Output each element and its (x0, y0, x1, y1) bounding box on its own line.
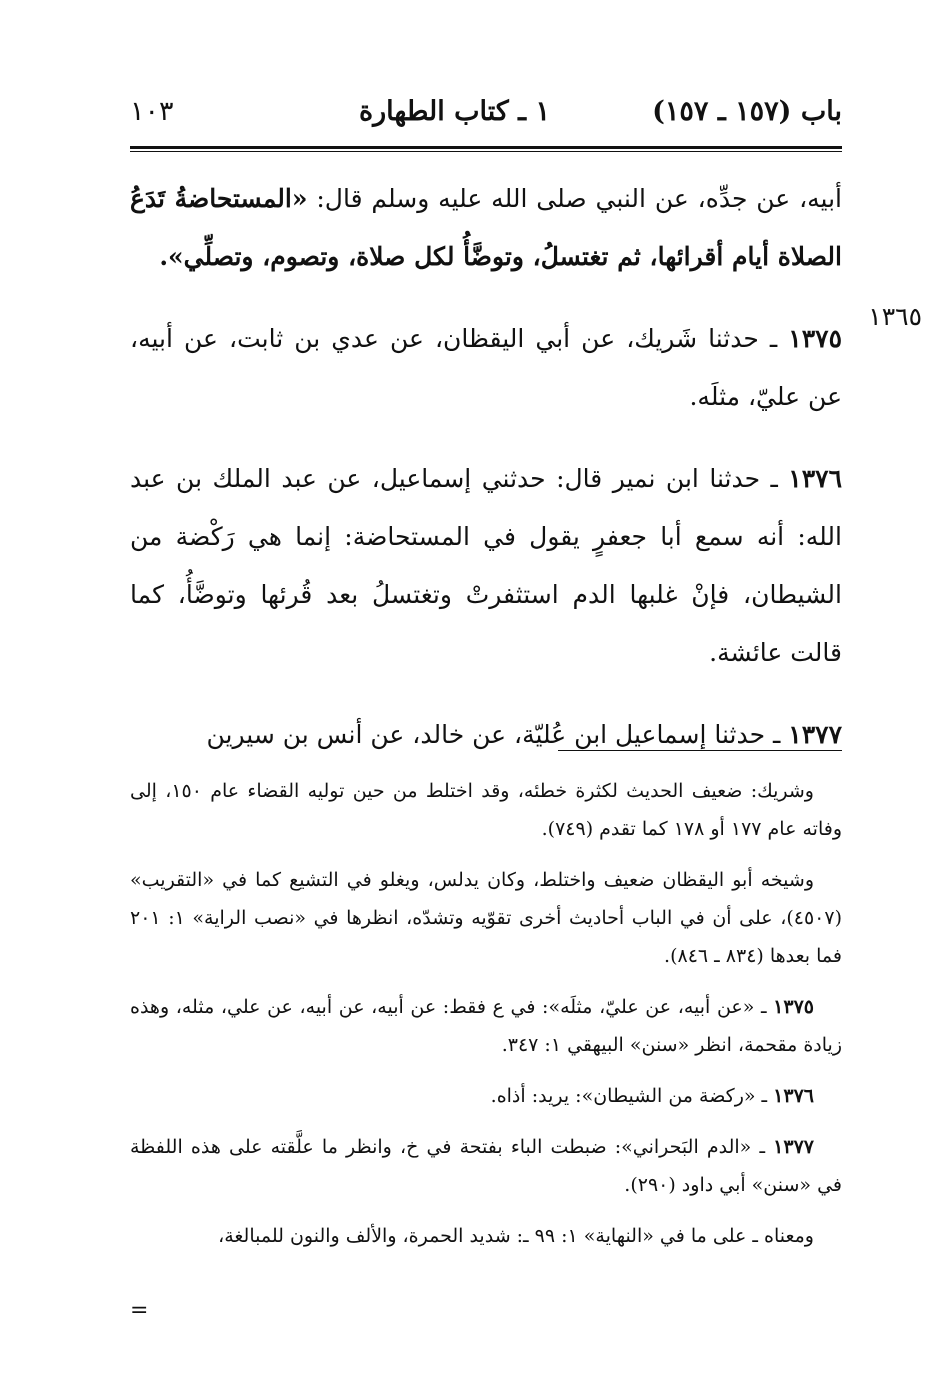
margin-number: ١٣٦٥ (868, 302, 922, 331)
hadith-1377 (130, 706, 842, 764)
footnote-number: ١٣٧٧ (773, 1136, 814, 1158)
footnote-number: ١٣٧٦ (773, 1085, 814, 1107)
paragraph-continued (130, 170, 842, 286)
hadith-text: ـ حدثنا شَريك، عن أبي اليقظان، عن عدي بن ثابت، عن أبيه، عن عليّ، مثلَه. (130, 324, 842, 411)
footnote: وشريك: ضعيف الحديث لكثرة خطئه، وقد اختلط من حين توليه القضاء عام ١٥٠، إلى وفاته عام ١٧٧ أو ١٧٨ كما تقدم (٧٤٩). (130, 780, 842, 840)
book-title: ١ ـ كتاب الطهارة (358, 96, 550, 127)
footnote: وشيخه أبو اليقظان ضعيف واختلط، وكان يدلس، ويغلو في التشيع كما في «التقريب» (٤٥٠٧)، على أن في الباب أحاديث أخرى تقوّيه وتشدّه، انظرها في «نصب الراية» ١: ٢٠١ فما بعدها (٨٣٤ ـ ٨٤٦). (130, 869, 842, 967)
footnote: ومعناه ـ على ما في «النهاية» ١: ٩٩ ـ: شديد الحمرة، والألف والنون للمبالغة، (218, 1225, 814, 1247)
hadith-1375 (130, 310, 842, 426)
footnote (130, 1077, 842, 1115)
footnote (130, 988, 842, 1064)
footnote-rule (558, 750, 842, 751)
continuation-mark: = (130, 1298, 149, 1323)
footnote (130, 1128, 842, 1204)
hadith-number: ١٣٧٦ (788, 464, 842, 493)
hadith-quote: «المستحاضةُ تَدَعُ الصلاة أيام أقرائها، ثم تغتسلُ، وتوضَّأُ لكل صلاة، وتصوم، وتصلِّي». (130, 184, 842, 271)
footnote-text: ـ «الدم البَحراني»: ضبطت الباء بفتحة في خ، وانظر ما علَّقته على هذه اللفظة في «سنن» أبي داود (٢٩٠). (130, 1136, 842, 1196)
header-rule (130, 146, 842, 152)
chapter-title: باب (١٥٧ ـ ١٥٧) (652, 96, 842, 127)
page-number: ١٠٣ (130, 96, 174, 127)
hadith-1376 (130, 450, 842, 682)
main-text (130, 170, 842, 788)
paragraph-lead: أبيه، عن جدِّه، عن النبي صلى الله عليه وسلم قال: (307, 184, 842, 213)
hadith-text: ـ حدثنا إسماعيل ابن عُليّة، عن خالد، عن أنس بن سيرين (206, 720, 789, 749)
footnotes (130, 772, 842, 1268)
footnote-text: ـ «عن أبيه، عن عليّ، مثلَه»: في ع فقط: عن أبيه، عن أبيه، عن علي، مثله، وهذه زيادة مقحمة، انظر «سنن» البيهقي ١: ٣٤٧. (130, 996, 842, 1056)
hadith-number: ١٣٧٧ (788, 720, 842, 749)
page-header (130, 88, 842, 144)
footnote-text: ـ «ركضة من الشيطان»: يريد: أذاه. (490, 1085, 774, 1107)
hadith-text: ـ حدثنا ابن نمير قال: حدثني إسماعيل، عن عبد الملك بن عبد الله: أنه سمع أبا جعفرٍ يقول في المستحاضة: إنما هي رَكْضة من الشيطان، فإنْ غلبها الدم استثفرتْ وتغتسلُ بعد قُرئها وتوضَّأُ، كما قالت عائشة. (130, 464, 842, 667)
footnote-number: ١٣٧٥ (773, 996, 814, 1018)
hadith-number: ١٣٧٥ (788, 324, 842, 353)
